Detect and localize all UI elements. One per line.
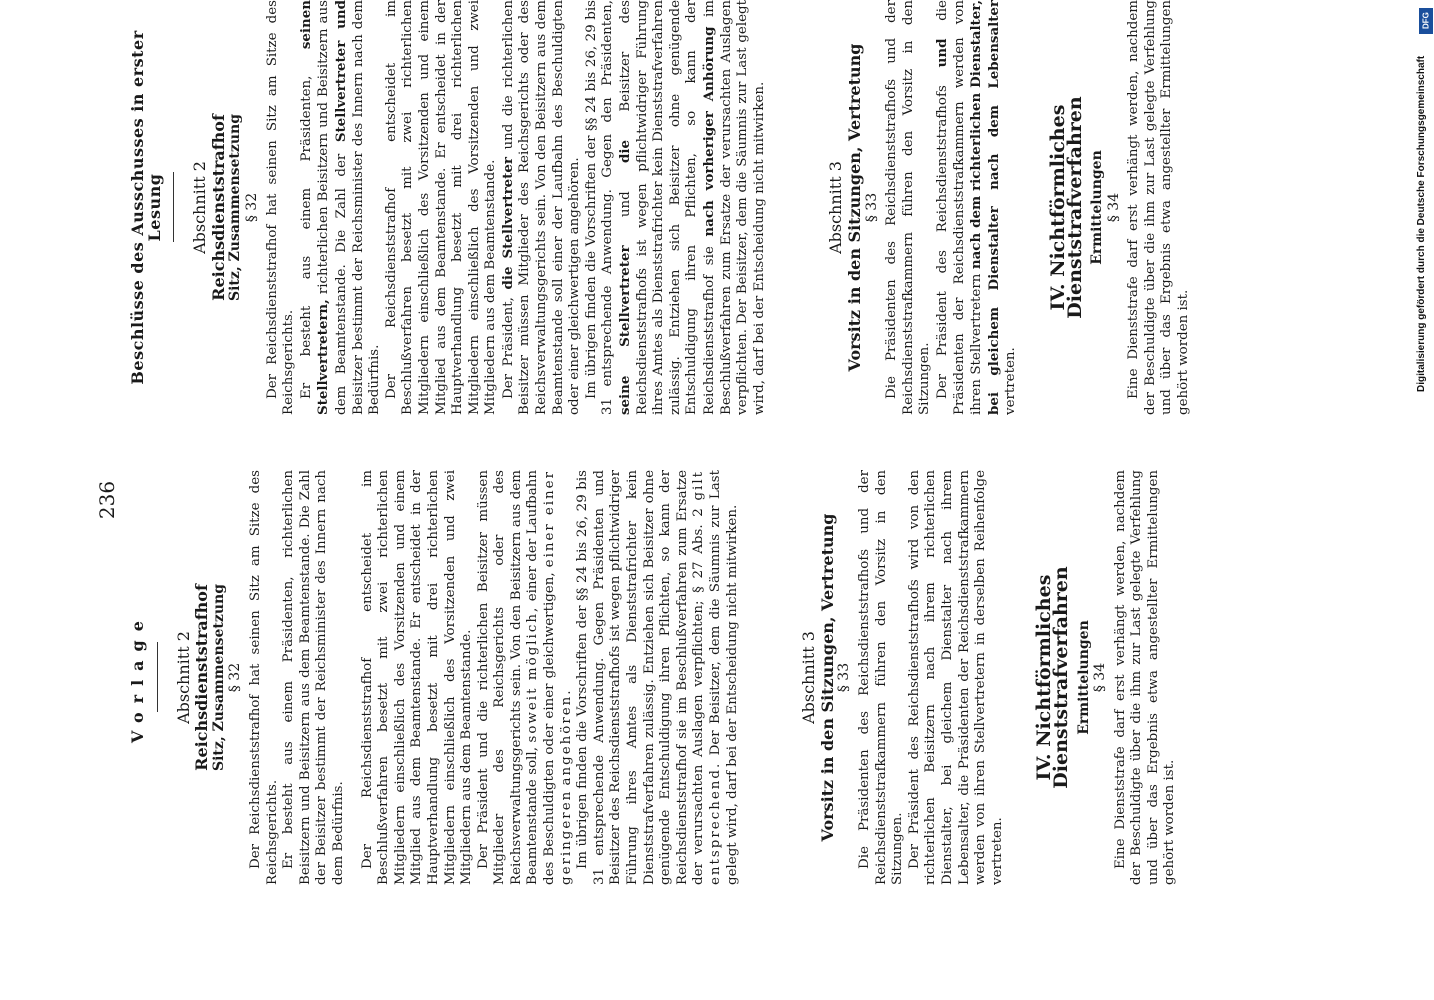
emphasis-text: die [617, 139, 634, 163]
chapter-heading: IV. Nichtförmliches Dienststrafverfahren [1033, 566, 1072, 789]
emphasis-text: und [933, 38, 950, 68]
section-label: Abschnitt 3 [799, 631, 819, 724]
emphasis-text: Stellvertreter und [332, 0, 349, 143]
emphasis-text: seinen Stellvertretern, [297, 0, 332, 415]
emphasis-text: die Stellvertreter [499, 157, 516, 290]
paragraph-number: § 32 [227, 662, 244, 693]
paragraph-text: Der Reichsdienststrafhof entscheidet im Beschlußverfahren besetzt mit zwei richterlichen Mitgliedern einschließlich des Vorsitzenden und einem Mitglied aus dem Beamtenstande. Er entscheidet in der Hauptverhandlung besetzt mit drei richterlichen Mitgliedern einschließlich des Vorsitzenden und zwei Mitgliedern aus dem Beamtenstande. [359, 470, 475, 885]
section-subheading: Sitz, Zusammensetzung [227, 114, 244, 302]
emphasis-text: nach vorheriger Anhörung [701, 26, 717, 237]
paragraph-text: Der Reichsdienststrafhof hat seinen Sitz am Sitze des Reichsgerichts. [247, 470, 280, 885]
paragraph-text: Der Präsident des Reichsdienststrafhofs und die Präsidenten der Reichsdienststrafkammern werden von ihren Stellvertretern nach dem richterlichen Dienstalter, bei gleichem Dienstalter nach dem Lebensalter vertreten. [933, 0, 1019, 415]
paragraph-text: Der Präsident, die Stellvertreter und die richterlichen Beisitzer müssen Mitglieder des Reichsgerichts oder des Reichsverwaltungsgerichts sein. Von den Beisitzern aus dem Beamtenstande soll einer der Laufbahn des Beschuldigten oder einer gleichwertigen angehören. [499, 0, 583, 415]
paragraph-number: § 33 [863, 192, 880, 223]
section-heading: Vorsitz in den Sitzungen, Vertretung [844, 43, 864, 372]
section-heading: Reichsdienststrafhof [192, 584, 212, 771]
paragraph-text: Der Präsident des Reichsdienststrafhofs wird von den richterlichen Beisitzern nach ihrem richterlichen Dienstalter, bei gleichem Dienstalter nach ihrem Lebensalter, die Präsidenten der Reichsdienststrafkammern werden von ihren Stellvertretern in derselben Reihenfolge vertreten. [906, 470, 1005, 885]
paragraph-number: § 33 [836, 662, 853, 693]
paragraph-number: § 34 [1092, 662, 1109, 693]
digitization-credit [1416, 0, 1434, 1000]
paragraph-text: Die Präsidenten des Reichsdienststrafhofs und der Reichsdienststrafkammern führen den Vorsitz in den Sitzungen. [856, 470, 906, 885]
paragraph-text: Der Präsident und die richterlichen Beisitzer müssen Mitglieder des Reichsgerichts oder des Reichsverwaltungsgerichts sein. Von den Beisitzern aus dem Beamtenstande soll, soweit möglich, einer der Laufbahn des Beschuldigten oder einer gleichwertigen, einer einer geringeren angehören. [475, 470, 574, 885]
spaced-text: angehören. [558, 688, 574, 786]
chapter-subheading: Ermittelungen [1089, 150, 1106, 265]
paragraph-text: Er besteht aus einem Präsidenten, richterlichen Beisitzern und Beisitzern aus dem Beamtenstande. Die Zahl der Beisitzer bestimmt der Reichsminister des Innern nach dem Bedürfnis. [281, 470, 346, 885]
divider [173, 173, 174, 243]
column-title: Beschlüsse des Ausschusses in erster Lesung [128, 30, 164, 385]
column-vorlage [130, 470, 1179, 885]
paragraph-text: Eine Dienststrafe darf erst verhängt werden, nachdem der Beschuldigte über die ihm zur Last gelegte Verfehlung und über das Ergebnis etwa angestellter Ermittelungen gehört worden ist. [1112, 470, 1178, 885]
paragraph-text: Eine Dienststrafe darf erst verhängt werden, nachdem der Beschuldigte über die ihm zur Last gelegte Verfehlung und über das Ergebnis etwa angestellter Ermittelungen gehört worden ist. [1126, 0, 1192, 415]
divider [157, 643, 158, 713]
paragraph-text: Im übrigen finden die Vorschriften der §§ 24 bis 26, 29 bis 31 entsprechende Anwendung. Gegen Präsidenten und Beisitzer des Reichsdienststrafhofs ist wegen pflichtwidriger Führung ihres Amtes als Dienststrafrichter kein Dienststrafverfahren zulässig. Entziehen sich Beisitzer ohne genügende Entschuldigung ihren Pflichten, so kann der Reichsdienststrafhof sie im Beschlußverfahren zum Ersatze der verursachten Auslagen verpflichten; § 27 Abs. 2 gilt entsprechend. Der Beisitzer, dem die Säumnis zur Last gelegt wird, darf bei der Entscheidung nicht mitwirken. [575, 470, 740, 885]
emphasis-text: seine Stellvertreter [617, 245, 634, 415]
section-label: Abschnitt 2 [173, 631, 193, 724]
paragraph-text: Im übrigen finden die Vorschriften der §§ 24 bis 26, 29 bis 31 entsprechende Anwendung. Gegen den Präsidenten, seine Stellvertreter und die Beisitzer des Reichsdienststrafhofs ist wegen pflichtwidriger Führung ihres Amtes als Dienststrafrichter kein Dienststrafverfahren zulässig. Entziehen sich Beisitzer ohne genügende Entschuldigung ihren Pflichten, so kann der Reichsdienststrafhof sie nach vorheriger Anhörung im Beschlußverfahren zum Ersatze der verursachten Auslagen verpflichten. Der Beisitzer, dem die Säumnis zur Last gelegt wird, darf bei der Entscheidung nicht mitwirken. [583, 0, 767, 415]
section-label: Abschnitt 2 [190, 161, 210, 254]
paragraph-number: § 34 [1105, 192, 1122, 223]
spaced-text: soweit möglich, [525, 605, 541, 743]
paragraph-text: Der Reichsdienststrafhof entscheidet im Beschlußverfahren besetzt mit zwei richterlichen Mitgliedern einschließlich des Vorsitzenden und einem Mitglied aus dem Beamtenstande. Er entscheidet in der Hauptverhandlung besetzt mit drei richterlichen Mitgliedern einschließlich des Vorsitzenden und zwei Mitgliedern aus dem Beamtenstande. [383, 0, 499, 415]
emphasis-text: nach dem richterlichen Dienstalter, bei gleichem Dienstalter nach dem Lebensalter [968, 0, 1002, 415]
credit-text: Digitalisierung gefördert durch die Deutsche Forschungsgemeinschaft [1416, 55, 1427, 392]
chapter-subheading: Ermittelungen [1075, 620, 1092, 735]
paragraph-text: Die Präsidenten des Reichsdienststrafhofs und der Reichsdienststrafkammern führen den Vorsitz in den Sitzungen. [884, 0, 933, 415]
section-subheading: Sitz, Zusammensetzung [210, 584, 227, 772]
paragraph-number: § 32 [243, 192, 260, 223]
dfg-logo-icon: DFG [1419, 8, 1433, 34]
section-heading: Reichsdienststrafhof [208, 114, 228, 301]
section-heading: Vorsitz in den Sitzungen, Vertretung [817, 513, 837, 842]
section-label: Abschnitt 3 [826, 161, 846, 254]
column-beschluesse [130, 0, 1193, 415]
paragraph-text: Er besteht aus einem Präsidenten, seinen Stellvertretern, richterlichen Beisitzern und Beisitzern aus dem Beamtenstande. Die Zahl der Stellvertreter und Beisitzer bestimmt der Reichsminister des Innern nach dem Bedürfnis. [297, 0, 383, 415]
spaced-text: einer einer geringeren [542, 470, 574, 885]
chapter-heading: IV. Nichtförmliches Dienststrafverfahren [1046, 96, 1086, 319]
page-number: 236 [95, 480, 119, 520]
spaced-text: gilt entsprechend. [691, 470, 723, 885]
column-title: Vorlage [128, 612, 147, 743]
paragraph-text: Der Reichsdienststrafhof hat seinen Sitz am Sitze des Reichsgerichts. [264, 0, 297, 415]
